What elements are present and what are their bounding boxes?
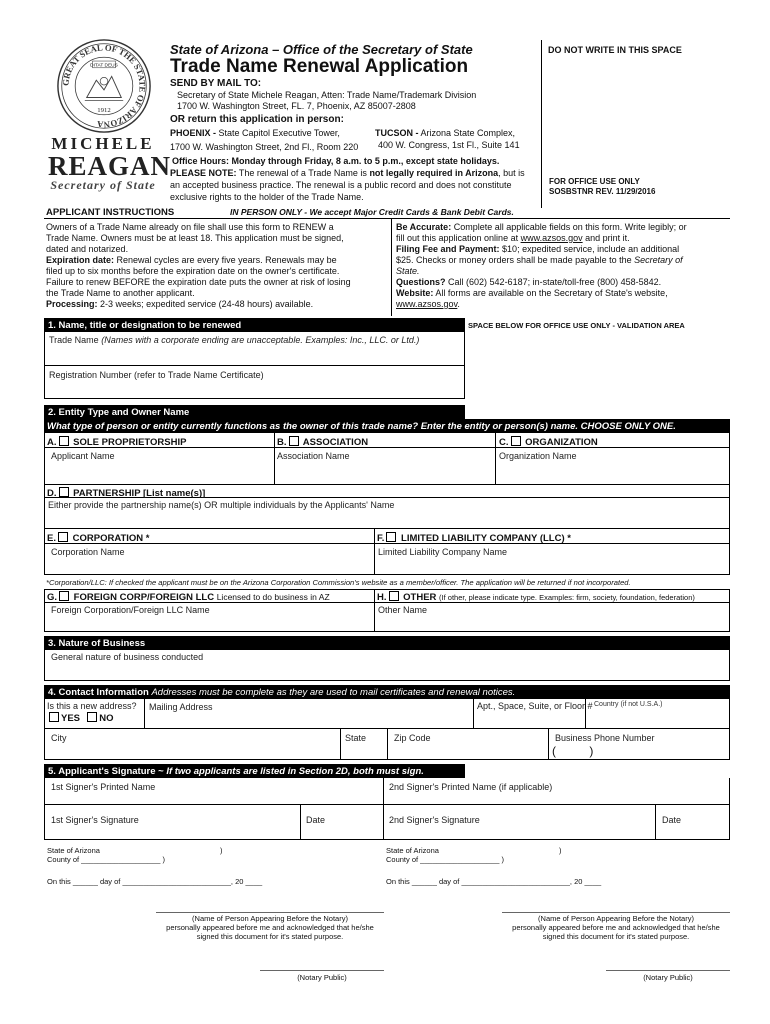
form-id: FOR OFFICE USE ONLY SOSBSTNR REV. 11/29/2016 — [549, 177, 656, 196]
foreign-corp-name-field[interactable]: Foreign Corporation/Foreign LLC Name — [51, 605, 210, 615]
registration-number-field[interactable]: Registration Number (refer to Trade Name Certificate) — [44, 366, 465, 399]
do-not-write-label: DO NOT WRITE IN THIS SPACE — [548, 45, 682, 55]
branding-last-name: REAGAN — [48, 151, 172, 181]
new-address-no-checkbox[interactable] — [87, 712, 97, 722]
signer1-date-field[interactable]: Date — [306, 815, 326, 825]
option-c[interactable]: C. ORGANIZATION — [499, 437, 598, 448]
llc-name-field[interactable]: Limited Liability Company Name — [378, 547, 508, 557]
business-phone-field[interactable]: Business Phone Number — [555, 733, 655, 743]
organization-name-field[interactable]: Organization Name — [499, 451, 577, 461]
applicant-name-field[interactable]: Applicant Name — [51, 451, 115, 461]
corporation-name-field[interactable]: Corporation Name — [51, 547, 125, 557]
notary-left-venue: State of Arizona ) County of ___________________ ) — [47, 846, 223, 864]
option-e[interactable]: E. CORPORATION * — [47, 533, 150, 544]
signer1-signature-field[interactable]: 1st Signer's Signature — [51, 815, 139, 825]
state-seal — [56, 38, 152, 134]
option-f[interactable]: F. LIMITED LIABILITY COMPANY (LLC) * — [377, 533, 571, 544]
notary-left-date-line[interactable]: On this ______ day of __________________________, 20 ____ — [47, 877, 263, 886]
mailing-address-field[interactable]: Mailing Address — [149, 702, 213, 712]
svg-text:GREAT SEAL OF THE STATE OF ARI — [60, 42, 147, 129]
tucson-line2: 400 W. Congress, 1st Fl., Suite 141 — [378, 140, 520, 150]
instructions-left: Owners of a Trade Name already on file shall use this form to RENEW a Trade Name. Owners must be at least 18. This application must be signed, dated and notarized. Expiration date: Renewal cycles are every five years. Renewals may be filed up to six months before the expiration date on the owner's certificate. Failure to renew BEFORE the expiration date puts the owner at risk of losing the Trade Name to another applicant. Processing: 2-3 weeks; expedited service (24-48 hours) available. — [46, 222, 351, 309]
notary-left-appearing: (Name of Person Appearing Before the Notary) personally appeared before me and acknowledged that he/she signed this document for it's stated purpose. — [166, 914, 374, 941]
new-address-options: YES NO — [47, 712, 114, 724]
new-address-question: Is this a new address? — [47, 701, 137, 711]
tucson-line1: TUCSON - Arizona State Complex, — [375, 128, 516, 138]
option-c-checkbox[interactable] — [511, 436, 521, 446]
option-h[interactable]: H. OTHER (If other, please indicate type. Examples: firm, society, foundation, federation) — [377, 592, 695, 603]
header-org: State of Arizona – Office of the Secretary of State — [170, 42, 473, 57]
in-person-label: OR return this application in person: — [170, 114, 344, 125]
apt-suite-field[interactable]: Apt., Space, Suite, or Floor # — [477, 701, 593, 711]
section4-bar: 4. Contact Information Addresses must be complete as they are used to mail certificates and renewal notices. — [48, 687, 516, 698]
branding-first-name: MICHELE — [51, 134, 155, 153]
city-field[interactable]: City — [51, 733, 67, 743]
section5-bar: 5. Applicant's Signature ~ If two applicants are listed in Section 2D, both must sign. — [48, 766, 424, 777]
website-link[interactable]: www.azsos.gov — [396, 299, 458, 309]
option-g[interactable]: G. FOREIGN CORP/FOREIGN LLC Licensed to do business in AZ — [47, 592, 330, 603]
trade-name-field[interactable]: Trade Name (Names with a corporate ending are unacceptable. Examples: Inc., LLC. or Ltd.) — [44, 332, 465, 366]
state-field[interactable]: State — [345, 733, 367, 743]
option-d[interactable]: D. PARTNERSHIP [List name(s)] — [47, 488, 206, 499]
mail-address-line1: Secretary of State Michele Reagan, Atten: Trade Name/Trademark Division — [177, 90, 477, 100]
send-by-mail-label: SEND BY MAIL TO: — [170, 78, 262, 89]
option-e-checkbox[interactable] — [58, 532, 68, 542]
please-note-line2: an accepted business practice. The renewal is a public record and does not constitute — [170, 180, 512, 190]
please-note-line3: exclusive rights to the holder of the Trade Name. — [170, 192, 364, 202]
option-g-checkbox[interactable] — [59, 591, 69, 601]
phone-area-code: ( ) — [552, 744, 594, 758]
section2-instruction: What type of person or entity currently functions as the owner of this trade name? Enter the entity or person(s) name. CHOOSE ONLY ONE. — [47, 421, 676, 432]
seal-year: 1912 — [97, 106, 111, 114]
phoenix-line2: 1700 W. Washington Street, 2nd Fl., Room 220 — [170, 142, 359, 152]
zip-code-field[interactable]: Zip Code — [394, 733, 431, 743]
please-note-line1: PLEASE NOTE: The renewal of a Trade Name is not legally required in Arizona, but is — [170, 168, 525, 178]
nature-of-business-field[interactable]: General nature of business conducted — [44, 650, 730, 681]
section1-bar: 1. Name, title or designation to be renewed — [44, 318, 465, 332]
country-field[interactable]: Country (if not U.S.A.) — [594, 701, 663, 708]
azsos-link[interactable]: www.azsos.gov — [520, 233, 583, 243]
option-a[interactable]: A. SOLE PROPRIETORSHIP — [47, 437, 187, 448]
option-b[interactable]: B. ASSOCIATION — [277, 437, 369, 448]
association-name-field[interactable]: Association Name — [277, 451, 350, 461]
new-address-yes-checkbox[interactable] — [49, 712, 59, 722]
seal-motto: DITAT DEUS — [90, 63, 118, 69]
option-f-checkbox[interactable] — [386, 532, 396, 542]
page-title: Trade Name Renewal Application — [170, 56, 469, 77]
notary-right-signature[interactable]: (Notary Public) — [643, 973, 693, 982]
instructions-right: Be Accurate: Complete all applicable fields on this form. Write legibly; or fill out this application online at www.azsos.gov and print it. Filing Fee and Payment: $10; expedited service, include an additional $25. Checks or money orders shall be made payable to the Secretary of State. Questions? Call (602) 542-6187; in-state/toll-free (800) 458-5842. Website: All forms are available on the Secretary of State's website, www.azsos.gov. — [396, 222, 687, 309]
in-person-payment-note: IN PERSON ONLY - We accept Major Credit Cards & Bank Debit Cards. — [230, 207, 514, 217]
section2-bar: 2. Entity Type and Owner Name — [44, 405, 465, 419]
signer2-date-field[interactable]: Date — [662, 815, 682, 825]
phoenix-line1: PHOENIX - State Capitol Executive Tower, — [170, 128, 340, 138]
seal-ring-text: GREAT SEAL OF THE STATE OF ARIZONA — [60, 42, 148, 130]
signer2-signature-field[interactable]: 2nd Signer's Signature — [389, 815, 480, 825]
office-hours: Office Hours: Monday through Friday, 8 a.m. to 5 p.m., except state holidays. — [172, 156, 500, 166]
signer2-printed-name-field[interactable]: 2nd Signer's Printed Name (if applicable) — [389, 782, 553, 792]
corporation-footnote: *Corporation/LLC: If checked the applicant must be on the Arizona Corporation Commission's website as a member/officer. The application will be returned if not incorporated. — [46, 578, 631, 587]
instructions-heading: APPLICANT INSTRUCTIONS — [46, 207, 175, 218]
partnership-name-field[interactable]: Either provide the partnership name(s) OR multiple individuals by the Applicants' Name — [48, 500, 395, 510]
notary-right-appearing: (Name of Person Appearing Before the Notary) personally appeared before me and acknowledged that he/she signed this document for it's stated purpose. — [512, 914, 720, 941]
option-a-checkbox[interactable] — [59, 436, 69, 446]
office-area-label: SPACE BELOW FOR OFFICE USE ONLY - VALIDATION AREA — [468, 321, 685, 330]
branding — [48, 134, 172, 193]
option-b-checkbox[interactable] — [289, 436, 299, 446]
notary-right-venue: State of Arizona ) County of ___________________ ) — [386, 846, 562, 864]
branding-title: Secretary of State — [50, 178, 156, 192]
notary-right-date-line[interactable]: On this ______ day of __________________________, 20 ____ — [386, 877, 602, 886]
option-d-checkbox[interactable] — [59, 487, 69, 497]
section3-bar: 3. Nature of Business — [48, 638, 146, 649]
mail-address-line2: 1700 W. Washington Street, FL. 7, Phoenix, AZ 85007-2808 — [177, 101, 416, 111]
notary-left-signature[interactable]: (Notary Public) — [297, 973, 347, 982]
option-h-checkbox[interactable] — [389, 591, 399, 601]
other-name-field[interactable]: Other Name — [378, 605, 428, 615]
signer1-printed-name-field[interactable]: 1st Signer's Printed Name — [51, 782, 156, 792]
